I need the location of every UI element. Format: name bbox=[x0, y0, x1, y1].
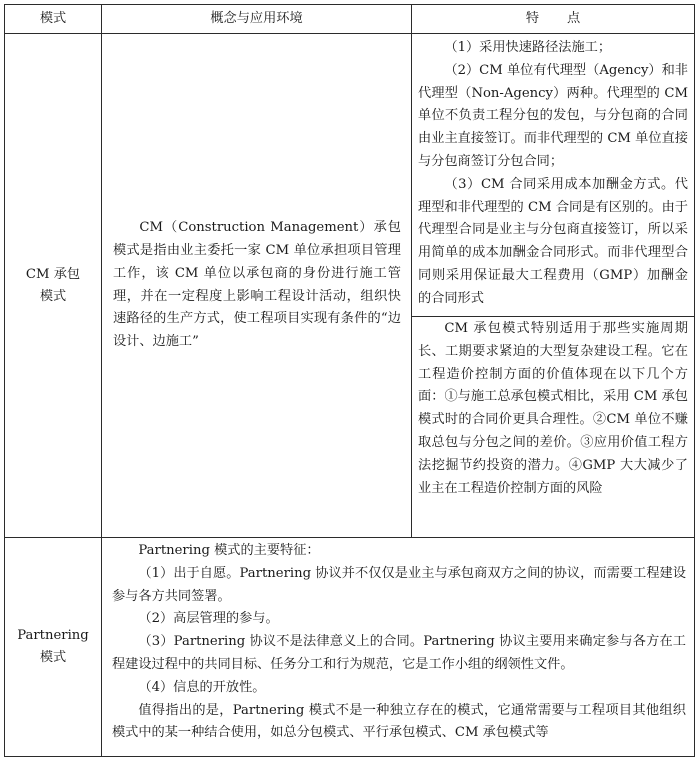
header-features bbox=[412, 5, 695, 34]
mode-cell-partnering bbox=[5, 538, 102, 757]
header-mode: 模式 bbox=[5, 5, 102, 34]
concept-cell-cm: CM（Construction Management）承包模式是指由业主委托一家 CM 单位承担项目管理工作，该 CM 单位以承包商的身份进行施工管理，并在一定程度上影响工程设计活动，组织快速路径的生产方式，使工程项目实现有条件的“边设计、边施工” bbox=[102, 34, 412, 538]
table-row-cm bbox=[5, 34, 695, 317]
table-row-partnering bbox=[5, 538, 695, 757]
application-cell-cm: CM 承包模式特别适用于那些实施周期长、工期要求紧迫的大型复杂建设工程。它在工程造价控制方面的价值体现在以下几个方面：①与施工总承包模式相比，采用 CM 承包模式时的合同价更具合理性。②CM 单位不赚取总包与分包之间的差价。③应用价值工程方法挖掘节约投资的潜力。④GMP 大大减少了业主在工程造价控制方面的风险 bbox=[412, 317, 695, 538]
header-features-char: 点 bbox=[567, 11, 581, 26]
partnering-paragraph: （1）出于自愿。Partnering 协议并不仅仅是业主与承包商双方之间的协议，而需要工程建设参与各方共同签署。 bbox=[112, 565, 686, 604]
partnering-paragraph: Partnering 模式的主要特征： bbox=[138, 543, 320, 558]
mode-name-line: 模式 bbox=[39, 288, 67, 304]
mode-name-line: CM 承包 bbox=[25, 266, 81, 282]
partnering-paragraph: （3）Partnering 协议不是法律意义上的合同。Partnering 协议主要用来确定参与各方在工程建设过程中的共同目标、任务分工和行为规范，它是工作小组的纲领性文件。 bbox=[112, 634, 686, 672]
feature-item: （3）CM 合同采用成本加酬金方式。代理型和非代理型的 CM 合同是有区别的。由于代理型合同是业主与分包商直接签订，所以采用简单的成本加酬金合同形式。而非代理型合同则采用保证最大工程费用（GMP）加酬金的合同形式 bbox=[418, 176, 688, 306]
table-header-row bbox=[5, 5, 695, 34]
mode-name-line: Partnering bbox=[17, 628, 89, 643]
mode-name-line: 模式 bbox=[39, 650, 67, 665]
mode-cell-cm bbox=[5, 34, 102, 538]
partnering-paragraph: （4）信息的开放性。 bbox=[138, 679, 266, 695]
features-cell-cm bbox=[412, 34, 695, 317]
partnering-description-cell bbox=[102, 538, 695, 757]
partnering-paragraph: 值得指出的是，Partnering 模式不是一种独立存在的模式，它通常需要与工程项目其他组织模式中的某一种结合使用，如总分包模式、平行承包模式、CM 承包模式等 bbox=[112, 702, 686, 741]
feature-item: （1）采用快速路径法施工； bbox=[444, 40, 612, 55]
partnering-paragraph: （2）高层管理的参与。 bbox=[138, 611, 279, 627]
header-concept: 概念与应用环境 bbox=[102, 5, 412, 34]
header-features-char: 特 bbox=[525, 11, 539, 26]
construction-mode-table bbox=[4, 4, 695, 757]
feature-item: （2）CM 单位有代理型（Agency）和非代理型（Non-Agency）两种。代理型的 CM 单位不负责工程分包的发包，与分包商的合同由业主直接签订。而非代理型的 CM 单位直接与分包商签订分包合同； bbox=[418, 62, 688, 169]
